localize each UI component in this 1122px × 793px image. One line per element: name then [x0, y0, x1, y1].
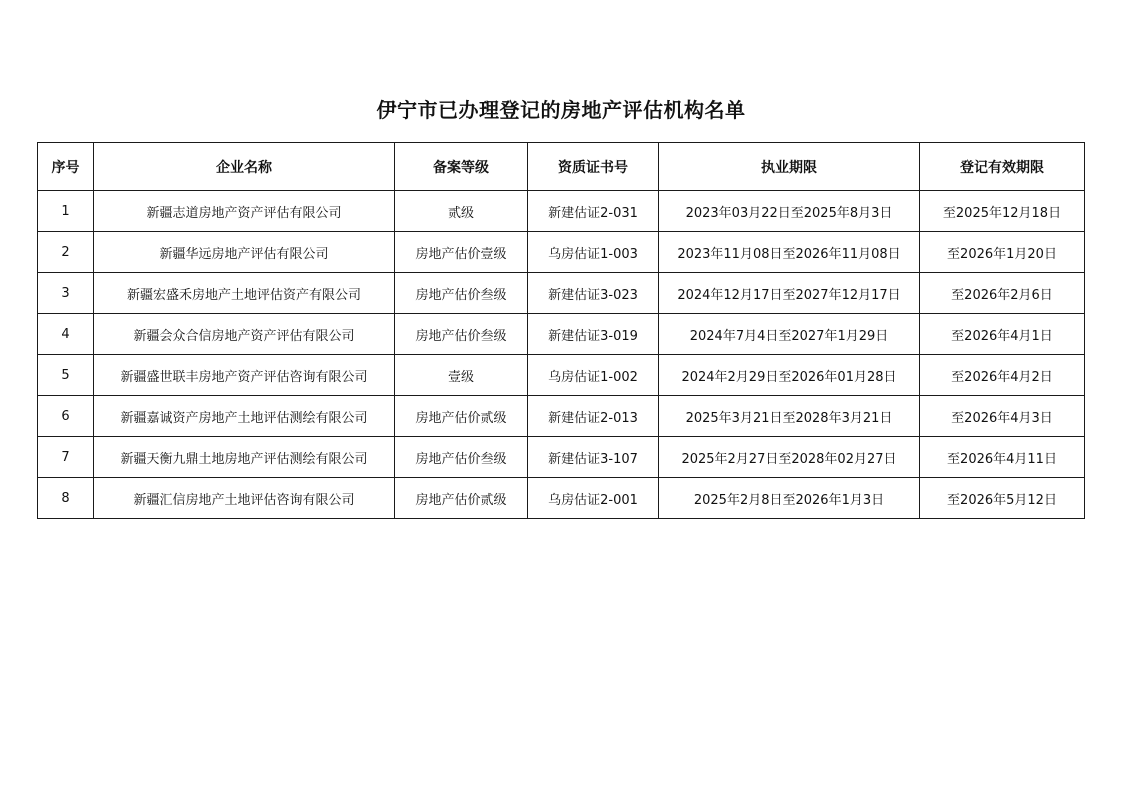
cell-practice-period: 2024年7月4日至2027年1月29日: [659, 314, 920, 355]
cell-registration-validity: 至2026年4月3日: [920, 396, 1085, 437]
cell-filing-level: 房地产估价叁级: [395, 314, 528, 355]
table-row: [38, 232, 1085, 273]
cell-filing-level: 房地产估价叁级: [395, 437, 528, 478]
cell-filing-level: 房地产估价贰级: [395, 478, 528, 519]
cell-seq: 2: [38, 232, 94, 273]
header-registration-validity: 登记有效期限: [920, 143, 1085, 191]
cell-filing-level: 贰级: [395, 191, 528, 232]
table-row: [38, 355, 1085, 396]
cell-certificate-no: 新建估证3-019: [528, 314, 659, 355]
table-row: [38, 273, 1085, 314]
cell-registration-validity: 至2026年4月1日: [920, 314, 1085, 355]
page-title: 伊宁市已办理登记的房地产评估机构名单: [376, 98, 746, 122]
cell-practice-period: 2024年12月17日至2027年12月17日: [659, 273, 920, 314]
header-practice-period: 执业期限: [659, 143, 920, 191]
cell-company-name: 新疆汇信房地产土地评估咨询有限公司: [94, 478, 395, 519]
table-row: [38, 314, 1085, 355]
cell-registration-validity: 至2026年1月20日: [920, 232, 1085, 273]
table-row: [38, 396, 1085, 437]
table-header: [38, 143, 1085, 191]
cell-certificate-no: 乌房估证2-001: [528, 478, 659, 519]
cell-filing-level: 房地产估价叁级: [395, 273, 528, 314]
cell-company-name: 新疆宏盛禾房地产土地评估资产有限公司: [94, 273, 395, 314]
cell-company-name: 新疆嘉诚资产房地产土地评估测绘有限公司: [94, 396, 395, 437]
cell-practice-period: 2023年11月08日至2026年11月08日: [659, 232, 920, 273]
cell-filing-level: 房地产估价贰级: [395, 396, 528, 437]
header-filing-level: 备案等级: [395, 143, 528, 191]
cell-seq: 6: [38, 396, 94, 437]
cell-registration-validity: 至2025年12月18日: [920, 191, 1085, 232]
table-row: [38, 478, 1085, 519]
registry-table: [37, 142, 1085, 519]
cell-practice-period: 2025年2月27日至2028年02月27日: [659, 437, 920, 478]
cell-filing-level: 房地产估价壹级: [395, 232, 528, 273]
cell-practice-period: 2023年03月22日至2025年8月3日: [659, 191, 920, 232]
cell-certificate-no: 乌房估证1-002: [528, 355, 659, 396]
table-body: [38, 191, 1085, 519]
cell-seq: 4: [38, 314, 94, 355]
cell-certificate-no: 新建估证3-023: [528, 273, 659, 314]
header-certificate-no: 资质证书号: [528, 143, 659, 191]
cell-registration-validity: 至2026年2月6日: [920, 273, 1085, 314]
cell-seq: 1: [38, 191, 94, 232]
cell-company-name: 新疆志道房地产资产评估有限公司: [94, 191, 395, 232]
cell-seq: 3: [38, 273, 94, 314]
header-row: [38, 143, 1085, 191]
cell-company-name: 新疆盛世联丰房地产资产评估咨询有限公司: [94, 355, 395, 396]
cell-practice-period: 2024年2月29日至2026年01月28日: [659, 355, 920, 396]
cell-filing-level: 壹级: [395, 355, 528, 396]
cell-certificate-no: 新建估证2-013: [528, 396, 659, 437]
header-company-name: 企业名称: [94, 143, 395, 191]
cell-practice-period: 2025年3月21日至2028年3月21日: [659, 396, 920, 437]
cell-registration-validity: 至2026年5月12日: [920, 478, 1085, 519]
cell-registration-validity: 至2026年4月2日: [920, 355, 1085, 396]
cell-certificate-no: 新建估证3-107: [528, 437, 659, 478]
cell-company-name: 新疆天衡九鼎土地房地产评估测绘有限公司: [94, 437, 395, 478]
cell-practice-period: 2025年2月8日至2026年1月3日: [659, 478, 920, 519]
cell-seq: 7: [38, 437, 94, 478]
cell-certificate-no: 新建估证2-031: [528, 191, 659, 232]
cell-company-name: 新疆华远房地产评估有限公司: [94, 232, 395, 273]
cell-seq: 5: [38, 355, 94, 396]
cell-registration-validity: 至2026年4月11日: [920, 437, 1085, 478]
cell-company-name: 新疆会众合信房地产资产评估有限公司: [94, 314, 395, 355]
table-row: [38, 191, 1085, 232]
cell-certificate-no: 乌房估证1-003: [528, 232, 659, 273]
table-row: [38, 437, 1085, 478]
header-seq: 序号: [38, 143, 94, 191]
cell-seq: 8: [38, 478, 94, 519]
